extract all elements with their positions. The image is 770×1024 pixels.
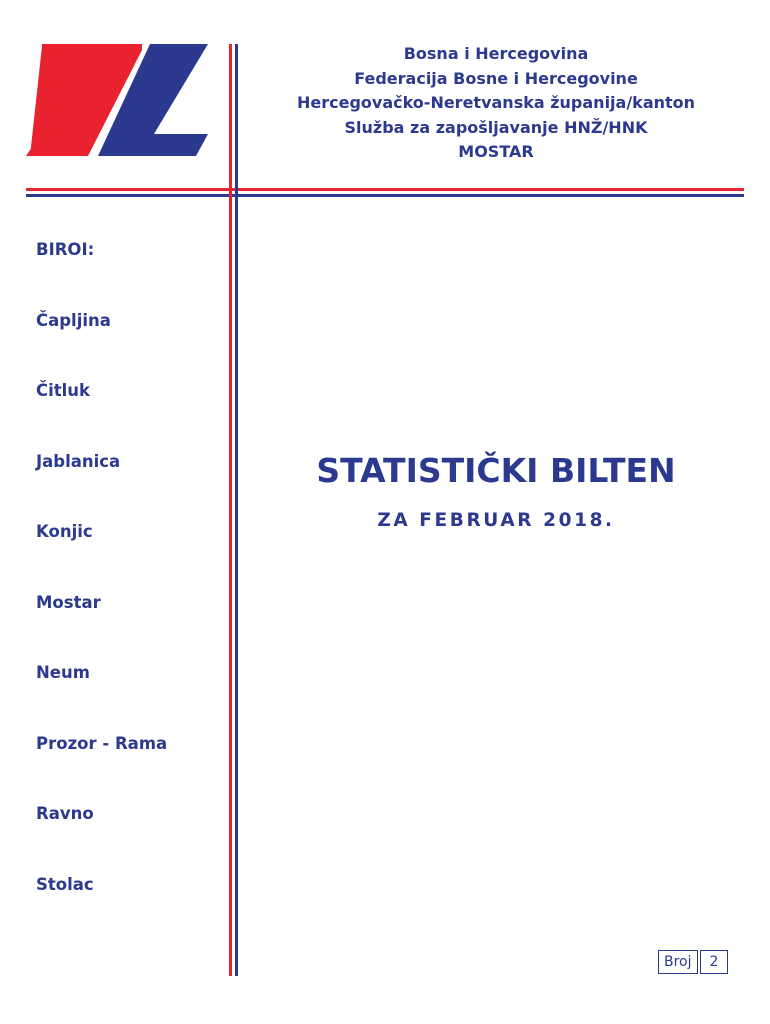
header-block	[250, 42, 742, 165]
header-divider-blue	[26, 194, 744, 197]
issue-number: 2	[700, 950, 729, 974]
sidebar-item: Prozor - Rama	[36, 733, 168, 753]
sidebar-item: Mostar	[36, 592, 101, 612]
sidebar-item: Čitluk	[36, 381, 91, 400]
vertical-divider-blue	[235, 44, 238, 976]
header-divider-red	[26, 188, 744, 191]
issue-label: Broj	[658, 950, 698, 974]
header-line-city: MOSTAR	[458, 142, 534, 161]
sidebar-item: Čapljina	[36, 310, 111, 330]
header-line-canton: Hercegovačko-Neretvanska županija/kanton	[296, 93, 696, 112]
issue-number-box	[658, 950, 728, 974]
zl-logo-icon	[26, 44, 210, 160]
header-line-service: Služba za zapošljavanje HNŽ/HNK	[344, 117, 648, 137]
offices-sidebar	[36, 238, 226, 943]
sidebar-heading: BIROI:	[36, 240, 95, 259]
sidebar-item: Konjic	[36, 522, 93, 541]
sidebar-item: Jablanica	[36, 451, 121, 471]
document-title: STATISTIČKI BILTEN	[316, 451, 676, 490]
header-line-country: Bosna i Hercegovina	[403, 44, 589, 63]
document-subtitle: ZA FEBRUAR 2018.	[377, 510, 615, 531]
sidebar-item: Neum	[36, 663, 90, 682]
sidebar-item: Ravno	[36, 804, 94, 823]
header-line-federation: Federacija Bosne i Hercegovine	[354, 68, 638, 88]
vertical-divider-red	[229, 44, 232, 976]
sidebar-item: Stolac	[36, 874, 94, 894]
